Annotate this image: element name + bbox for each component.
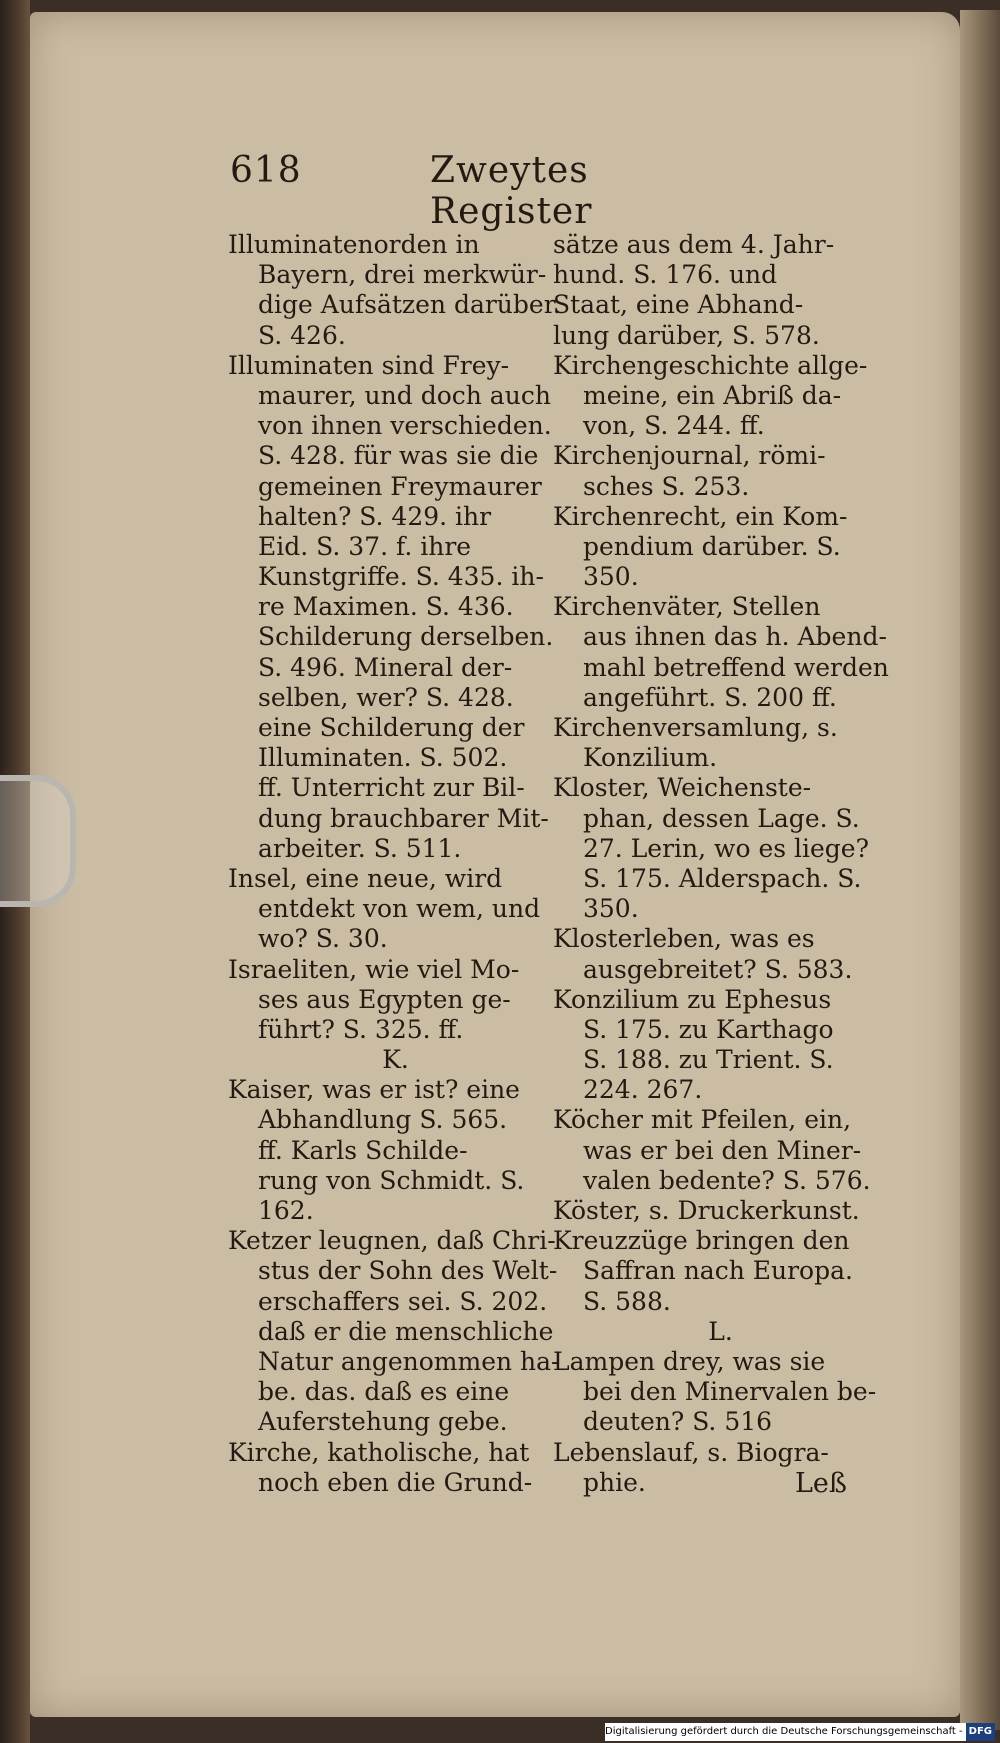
index-entry-line: deuten? S. 516 [583, 1407, 773, 1437]
dfg-logo: DFG [966, 1723, 995, 1741]
index-entry-line: ses aus Egypten ge- [258, 984, 511, 1014]
index-entry-line: Klosterleben, was es [553, 924, 815, 954]
digitization-footer [605, 1723, 995, 1741]
index-entry-line: Kirchenjournal, römi- [553, 441, 826, 471]
index-entry-line: S. 496. Mineral der- [258, 652, 513, 682]
index-entry-line: Kloster, Weichenste- [553, 773, 812, 803]
index-entry-line: Lebenslauf, s. Biogra- [553, 1437, 829, 1467]
page-header [230, 150, 690, 232]
index-entry-line: entdekt von wem, und [258, 894, 541, 924]
index-entry-line: 224. 267. [583, 1075, 703, 1105]
index-entry-line: pendium darüber. S. [583, 531, 841, 561]
index-entry-line: Kirchengeschichte allge- [553, 350, 868, 380]
index-entry-line: 162. [258, 1196, 314, 1225]
index-entry-line: Kirchenrecht, ein Kom- [553, 501, 848, 531]
index-entry-line: sches S. 253. [583, 471, 750, 501]
index-entry-line: halten? S. 429. ihr [258, 501, 492, 531]
index-entry-line: Natur angenommen ha- [258, 1346, 560, 1376]
catchword: Leß [795, 1468, 847, 1499]
index-entry-line: S. 175. zu Karthago [583, 1014, 834, 1044]
index-entry-line: re Maximen. S. 436. [258, 592, 514, 622]
index-entry-line: stus der Sohn des Welt- [258, 1256, 558, 1286]
index-column-right [553, 230, 888, 1498]
index-entry-line: lung darüber, S. 578. [553, 320, 820, 350]
index-entry-line: führt? S. 325. ff. [258, 1014, 464, 1044]
index-entry-line: Saffran nach Europa. [583, 1256, 853, 1286]
index-entry-line: Staat, eine Abhand- [553, 290, 804, 320]
section-letter: K. [382, 1045, 409, 1075]
index-entry-line: be. das. daß es eine [258, 1377, 510, 1407]
index-entry-line: eine Schilderung der [258, 713, 525, 742]
index-entry-line: hund. S. 176. und [553, 260, 778, 290]
index-entry-line: Lampen drey, was sie [553, 1346, 826, 1376]
index-entry-line: erschaffers sei. S. 202. [258, 1286, 548, 1316]
index-entry-line: was er bei den Miner- [583, 1135, 862, 1165]
page-number: 618 [230, 150, 302, 191]
index-entry-line: Schilderung derselben. [258, 622, 554, 652]
index-entry-line: Abhandlung S. 565. [258, 1105, 508, 1135]
footer-text: Digitalisierung gefördert durch die Deutsche Forschungsgemeinschaft - [605, 1726, 963, 1737]
index-entry-line: 350. [583, 894, 639, 924]
index-entry-line: ausgebreitet? S. 583. [583, 954, 853, 984]
index-entry-line: Kirchenväter, Stellen [553, 592, 821, 622]
index-entry-line: sätze aus dem 4. Jahr- [553, 230, 835, 259]
index-entry-line: selben, wer? S. 428. [258, 682, 514, 712]
index-entry-line: noch eben die Grund- [258, 1467, 533, 1497]
index-entry-line: Israeliten, wie viel Mo- [228, 954, 520, 984]
index-entry-line: Kreuzzüge bringen den [553, 1226, 850, 1256]
index-entry-line: Eid. S. 37. f. ihre [258, 531, 472, 561]
index-entry-line: phan, dessen Lage. S. [583, 803, 860, 833]
index-entry-line: Insel, eine neue, wird [228, 863, 503, 893]
index-entry-line: Auferstehung gebe. [258, 1407, 508, 1437]
index-entry-line: 27. Lerin, wo es liege? [583, 833, 869, 863]
index-entry-line: S. 428. für was sie die [258, 441, 539, 471]
index-entry-line: Kunstgriffe. S. 435. ih- [258, 562, 544, 592]
index-entry-line: Illuminatenorden in [228, 230, 480, 259]
index-entry-line: phie. [583, 1467, 646, 1497]
index-entry-line: Kirchenversamlung, s. [553, 713, 838, 742]
index-entry-line: dige Aufsätzen darüber. [258, 290, 561, 320]
index-entry-line: ff. Karls Schilde- [258, 1135, 468, 1165]
index-entry-line: S. 588. [583, 1286, 671, 1316]
running-title: Zweytes Register [430, 150, 593, 232]
index-entry-line: S. 188. zu Trient. S. [583, 1045, 834, 1075]
index-entry-line: wo? S. 30. [258, 924, 388, 954]
index-entry-line: arbeiter. S. 511. [258, 833, 462, 863]
index-entry-line: Illuminaten. S. 502. [258, 743, 508, 773]
index-entry-line: valen bedente? S. 576. [583, 1165, 871, 1195]
index-entry-line: Kaiser, was er ist? eine [228, 1075, 520, 1105]
index-entry-line: Ketzer leugnen, daß Chri- [228, 1226, 556, 1256]
page-stack-edge [960, 10, 1000, 1730]
page-clip [0, 775, 76, 907]
index-column-left [228, 230, 563, 1498]
index-entry-line: von ihnen verschieden. [258, 411, 552, 441]
index-entry-line: aus ihnen das h. Abend- [583, 622, 887, 652]
index-entry-line: S. 175. Alderspach. S. [583, 863, 862, 893]
index-entry-line: S. 426. [258, 320, 346, 350]
index-entry-line: Köcher mit Pfeilen, ein, [553, 1105, 852, 1135]
section-letter: L. [708, 1316, 733, 1346]
index-entry-line: Illuminaten sind Frey- [228, 350, 510, 380]
index-entry-line: ff. Unterricht zur Bil- [258, 773, 525, 803]
index-entry-line: bei den Minervalen be- [583, 1377, 877, 1407]
index-entry-line: rung von Schmidt. S. [258, 1165, 525, 1195]
index-entry-line: Kirche, katholische, hat [228, 1437, 530, 1467]
index-entry-line: dung brauchbarer Mit- [258, 803, 549, 833]
index-entry-line: Bayern, drei merkwür- [258, 260, 547, 290]
index-entry-line: meine, ein Abriß da- [583, 380, 842, 410]
index-entry-line: gemeinen Freymaurer [258, 471, 542, 501]
index-entry-line: angeführt. S. 200 ff. [583, 682, 837, 712]
index-entry-line: 350. [583, 562, 639, 592]
index-entry-line: daß er die menschliche [258, 1316, 554, 1346]
index-entry-line: Konzilium. [583, 743, 718, 773]
index-entry-line: von, S. 244. ff. [583, 411, 765, 441]
index-entry-line: Konzilium zu Ephesus [553, 984, 832, 1014]
index-entry-line: mahl betreffend werden [583, 652, 889, 682]
index-entry-line: maurer, und doch auch [258, 380, 551, 410]
index-entry-line: Köster, s. Druckerkunst. [553, 1196, 860, 1225]
